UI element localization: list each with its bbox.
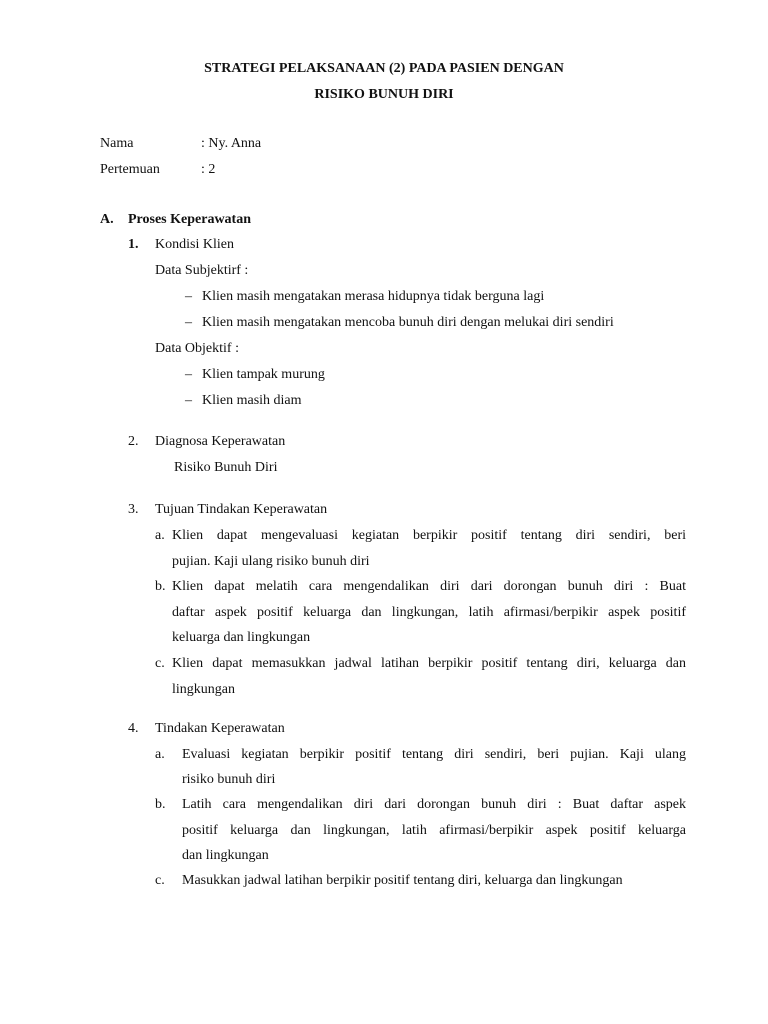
dash-bullet: – — [185, 367, 192, 382]
action-c-marker: c. — [155, 873, 165, 888]
goal-c-line: lingkungan — [172, 682, 235, 697]
goal-b-line: Klien dapat melatih cara mengendalikan diri dari dorongan bunuh diri : Buat — [172, 579, 686, 594]
subjective-item: Klien masih mengatakan mencoba bunuh diri dengan melukai diri sendiri — [202, 315, 614, 330]
action-b-line: dan lingkungan — [182, 848, 269, 863]
item-2-marker: 2. — [128, 434, 139, 449]
title-line-1: STRATEGI PELAKSANAAN (2) PADA PASIEN DENGAN — [204, 61, 564, 76]
subjective-label: Data Subjektirf : — [155, 263, 249, 278]
goal-a-marker: a. — [155, 528, 165, 543]
goal-b-marker: b. — [155, 579, 166, 594]
action-b-line: Latih cara mengendalikan diri dari dorongan bunuh diri : Buat daftar aspek — [182, 797, 686, 812]
item-1-marker: 1. — [128, 237, 139, 252]
section-a-marker: A. — [100, 212, 114, 227]
item-2-heading: Diagnosa Keperawatan — [155, 434, 286, 449]
goal-b-line: daftar aspek positif keluarga dan lingkungan, latih afirmasi/berpikir aspek positif — [172, 605, 686, 620]
dash-bullet: – — [185, 315, 192, 330]
goal-c-marker: c. — [155, 656, 165, 671]
item-3-heading: Tujuan Tindakan Keperawatan — [155, 502, 328, 517]
objective-label: Data Objektif : — [155, 341, 239, 356]
item-1-heading: Kondisi Klien — [155, 237, 234, 252]
diagnosis-value: Risiko Bunuh Diri — [174, 460, 278, 475]
item-4-heading: Tindakan Keperawatan — [155, 721, 285, 736]
item-4-marker: 4. — [128, 721, 139, 736]
goal-a-line: Klien dapat mengevaluasi kegiatan berpikir positif tentang diri sendiri, beri — [172, 528, 686, 543]
title-line-2: RISIKO BUNUH DIRI — [314, 87, 454, 102]
action-b-marker: b. — [155, 797, 166, 812]
action-b-line: positif keluarga dan lingkungan, latih afirmasi/berpikir aspek positif keluarga — [182, 823, 686, 838]
pertemuan-value: : 2 — [201, 162, 216, 177]
goal-a-line: pujian. Kaji ulang risiko bunuh diri — [172, 554, 370, 569]
section-a-heading: Proses Keperawatan — [128, 212, 251, 227]
goal-c-line: Klien dapat memasukkan jadwal latihan berpikir positif tentang diri, keluarga dan — [172, 656, 686, 671]
dash-bullet: – — [185, 393, 192, 408]
objective-item: Klien tampak murung — [202, 367, 325, 382]
nama-label: Nama — [100, 136, 134, 151]
action-a-marker: a. — [155, 747, 165, 762]
goal-b-line: keluarga dan lingkungan — [172, 630, 311, 645]
action-c-line: Masukkan jadwal latihan berpikir positif tentang diri, keluarga dan lingkungan — [182, 873, 623, 888]
pertemuan-label: Pertemuan — [100, 162, 160, 177]
nama-value: : Ny. Anna — [201, 136, 262, 151]
action-a-line: Evaluasi kegiatan berpikir positif tentang diri sendiri, beri pujian. Kaji ulang — [182, 747, 686, 762]
objective-item: Klien masih diam — [202, 393, 302, 408]
action-a-line: risiko bunuh diri — [182, 772, 276, 787]
dash-bullet: – — [185, 289, 192, 304]
subjective-item: Klien masih mengatakan merasa hidupnya tidak berguna lagi — [202, 289, 545, 304]
item-3-marker: 3. — [128, 502, 139, 517]
